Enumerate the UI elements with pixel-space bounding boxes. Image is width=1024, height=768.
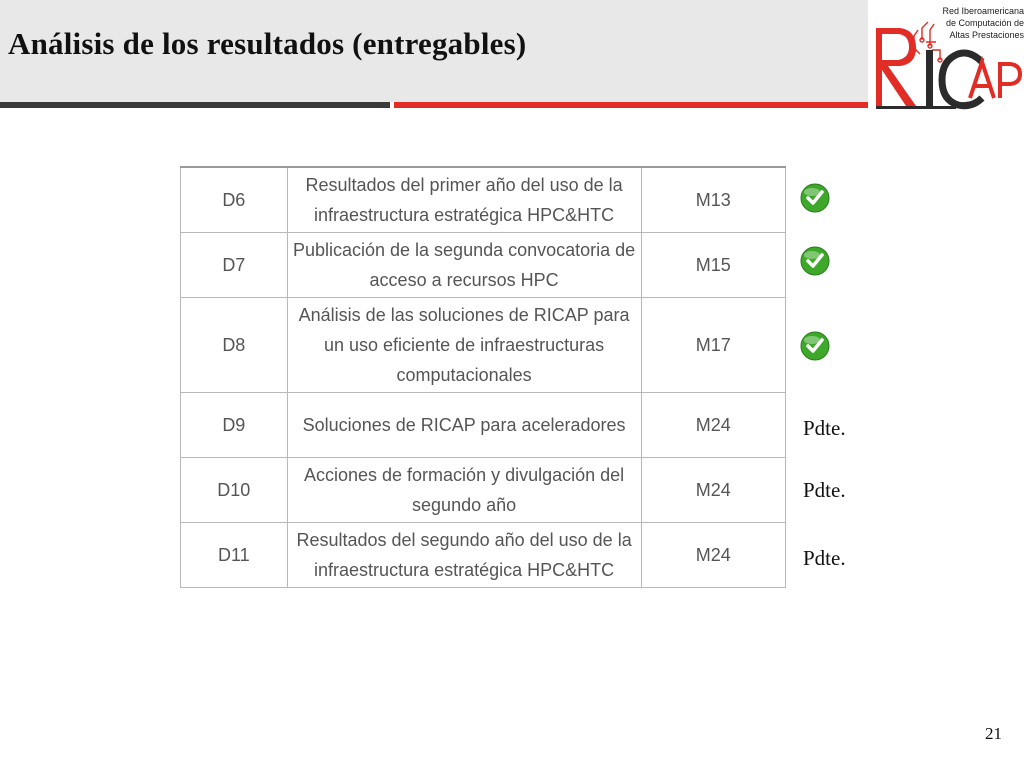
deliverable-code: D8 bbox=[181, 298, 288, 393]
logo-caption-line: Altas Prestaciones bbox=[949, 30, 1024, 40]
deliverable-code: D7 bbox=[181, 233, 288, 298]
green-check-icon bbox=[800, 183, 830, 213]
deliverable-description: Resultados del segundo año del uso de la infraestructura estratégica HPC&HTC bbox=[287, 523, 641, 588]
status-pending: Pdte. bbox=[803, 416, 846, 440]
page-title: Análisis de los resultados (entregables) bbox=[8, 26, 527, 61]
table-row bbox=[181, 393, 786, 458]
deliverable-month: M24 bbox=[641, 523, 785, 588]
deliverable-code: D10 bbox=[181, 458, 288, 523]
deliverable-month: M24 bbox=[641, 458, 785, 523]
deliverable-month: M24 bbox=[641, 393, 785, 458]
deliverable-description: Resultados del primer año del uso de la infraestructura estratégica HPC&HTC bbox=[287, 167, 641, 233]
table-row bbox=[181, 233, 786, 298]
logo-caption-line: de Computación de bbox=[945, 18, 1024, 28]
status-pending: Pdte. bbox=[803, 478, 846, 502]
title-rule-gray bbox=[0, 102, 390, 108]
title-rule-red bbox=[394, 102, 868, 108]
deliverable-code: D6 bbox=[181, 167, 288, 233]
logo-caption-line: Red Iberoamericana bbox=[942, 6, 1024, 16]
deliverable-description: Acciones de formación y divulgación del segundo año bbox=[287, 458, 641, 523]
deliverables-table bbox=[180, 166, 786, 588]
ricap-logo bbox=[870, 0, 1024, 112]
table-row bbox=[181, 298, 786, 393]
table-row bbox=[181, 523, 786, 588]
green-check-icon bbox=[800, 331, 830, 361]
deliverable-month: M13 bbox=[641, 167, 785, 233]
ricap-wordmark bbox=[870, 20, 1024, 110]
green-check-icon bbox=[800, 246, 830, 276]
deliverable-description: Publicación de la segunda convocatoria de acceso a recursos HPC bbox=[287, 233, 641, 298]
status-pending: Pdte. bbox=[803, 546, 846, 570]
table-row bbox=[181, 167, 786, 233]
deliverable-month: M15 bbox=[641, 233, 785, 298]
page-number: 21 bbox=[985, 724, 1002, 743]
deliverable-code: D9 bbox=[181, 393, 288, 458]
table-row bbox=[181, 458, 786, 523]
deliverable-description: Análisis de las soluciones de RICAP para un uso eficiente de infraestructuras computacionales bbox=[287, 298, 641, 393]
deliverable-code: D11 bbox=[181, 523, 288, 588]
deliverable-description: Soluciones de RICAP para aceleradores bbox=[287, 393, 641, 458]
deliverable-month: M17 bbox=[641, 298, 785, 393]
